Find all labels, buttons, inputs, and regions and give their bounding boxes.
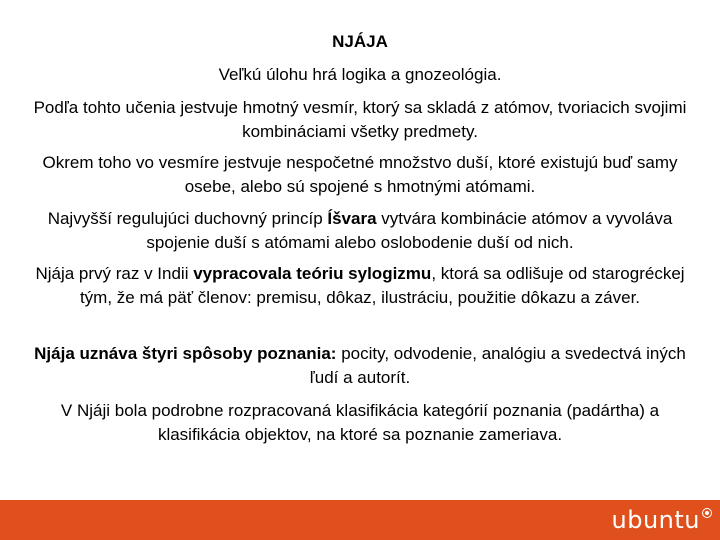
bold-term: vypracovala teóriu sylogizmu bbox=[193, 264, 432, 283]
circle-of-friends-icon bbox=[702, 508, 712, 518]
paragraph-syllogism bbox=[30, 262, 690, 309]
bold-term: Njája uznáva štyri spôsoby poznania: bbox=[34, 344, 337, 363]
paragraph-ishvara bbox=[30, 207, 690, 254]
slide-title: NJÁJA bbox=[332, 32, 388, 51]
logo-text: ubuntu bbox=[611, 506, 700, 534]
paragraph-classification: V Njáji bola podrobne rozpracovaná klasifikácia kategórií poznania (padártha) a klasifikácia objektov, na ktoré sa poznanie zameriava. bbox=[60, 401, 660, 444]
text-segment: Najvyšší regulujúci duchovný princíp bbox=[47, 209, 328, 228]
paragraph-souls: Okrem toho vo vesmíre jestvuje nespočetné množstvo duší, ktoré existujú buď samy osebe, alebo sú spojené s hmotnými atómami. bbox=[42, 153, 678, 196]
text-segment: , ktorá sa odlišuje od starogréckej tým, že má päť členov: premisu, dôkaz, ilustráciu, použitie dôkazu a záver. bbox=[79, 264, 685, 307]
text-segment: vytvára kombinácie atómov a vyvoláva spojenie duší s atómami alebo oslobodenie duší od nich. bbox=[146, 209, 673, 252]
ubuntu-logo bbox=[612, 506, 701, 534]
text-segment: Njája prvý raz v Indii bbox=[35, 264, 194, 283]
bold-term: Íšvara bbox=[327, 209, 377, 228]
paragraph-intro: Veľkú úlohu hrá logika a gnozeológia. bbox=[218, 65, 502, 84]
paragraph-knowledge-ways bbox=[30, 342, 690, 389]
paragraph-atoms: Podľa tohto učenia jestvuje hmotný vesmír, ktorý sa skladá z atómov, tvoriacich svojimi kombináciami všetky predmety. bbox=[33, 98, 687, 141]
text-segment: pocity, odvodenie, analógiu a svedectvá iných ľudí a autorít. bbox=[309, 344, 686, 387]
footer-bar bbox=[0, 500, 720, 540]
